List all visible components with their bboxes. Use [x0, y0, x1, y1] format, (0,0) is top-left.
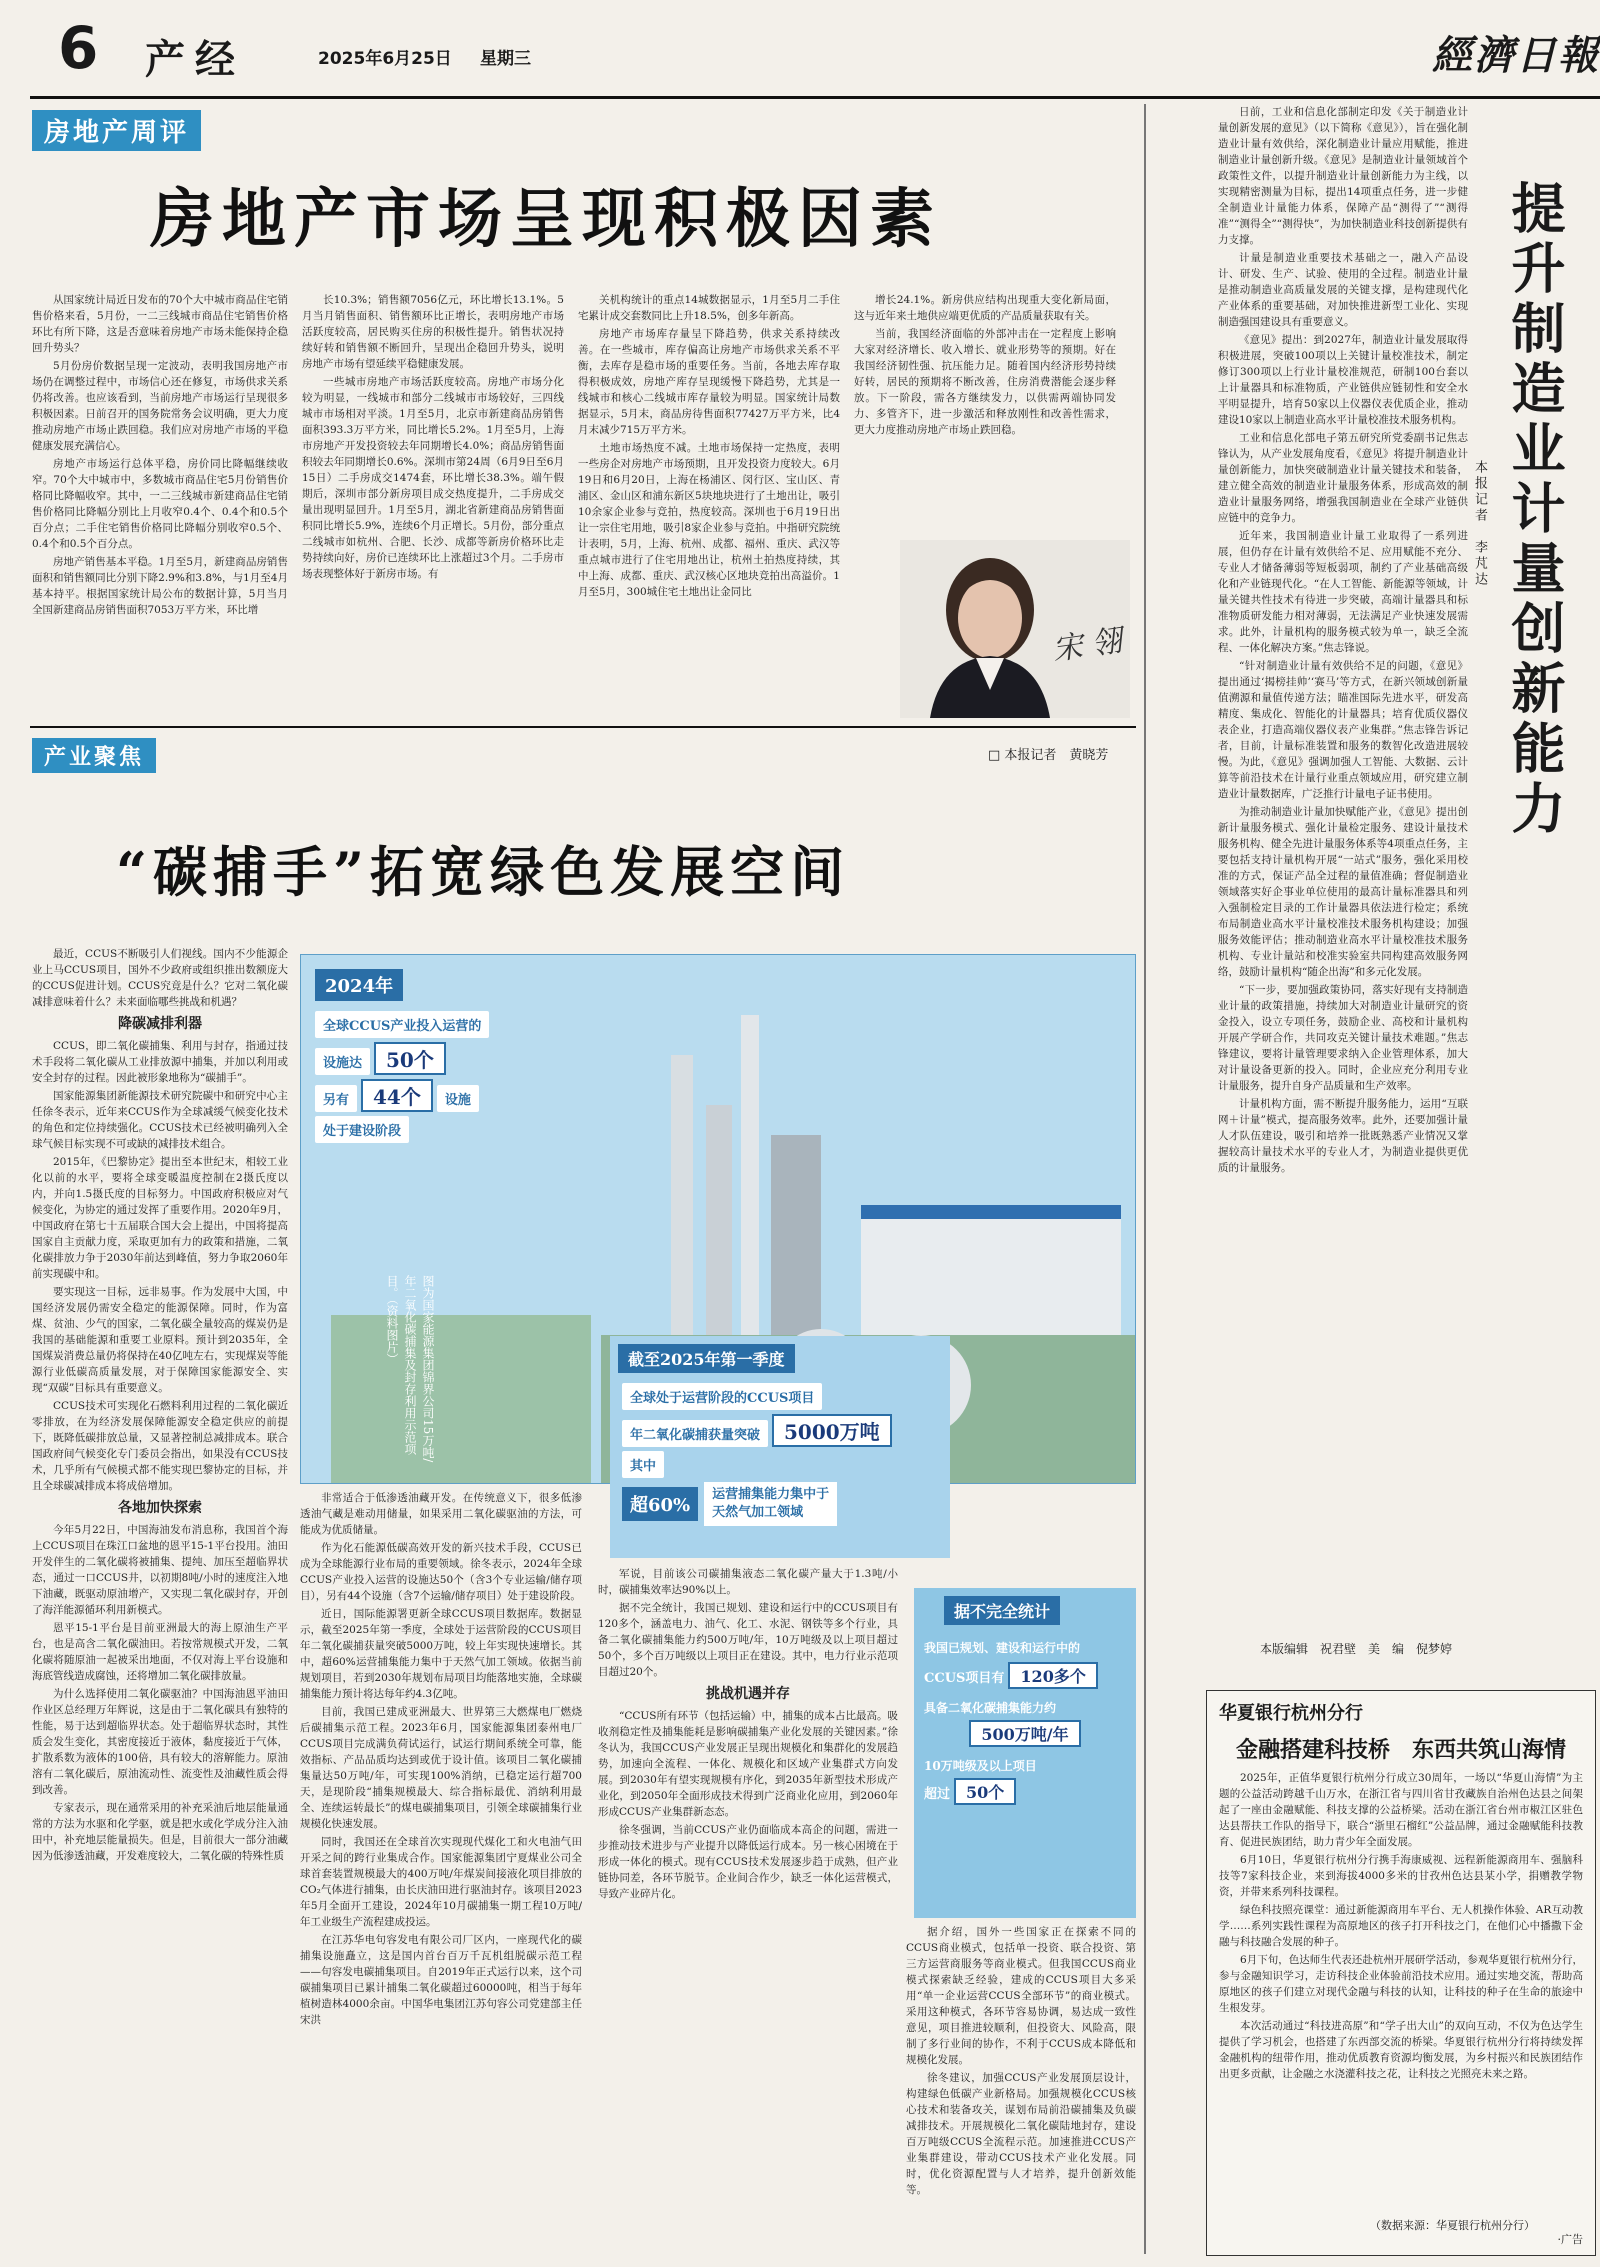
- page-editors: 本版编辑 祝君壁 美 编 倪梦婷: [1260, 1642, 1453, 1656]
- realestate-headline: 房地产市场呈现积极因素: [150, 182, 942, 257]
- stat-value-pct: 超60%: [622, 1487, 698, 1521]
- stat-value-building: 44个: [361, 1079, 433, 1112]
- realestate-col-4: 增长24.1%。新房供应结构出现重大变化新局面，这与近年来土地供应端更优质的产品质量获取有关。 当前，我国经济面临的外部冲击在一定程度上影响大家对经济增长、收入增长、就业形势等的预期。好在我国经济韧性强、抗压能力足。随着国内经济形势持续好转，居民的预期将不断改善，住房消费潜能会逐步释放。下一阶段，需各方继续发力，以供需两端协同发力、多管齐下，进一步激活和释放刚性和改善性需求，更大力度推动房地产市场止跌回稳。: [854, 294, 1116, 436]
- page-number: 6: [58, 14, 99, 82]
- issue-weekday: 星期三: [480, 49, 531, 69]
- photo-caption: 图为国家能源集团锦界公司15万吨/年二氧化碳捕集及封存利用示范项目。（资料图片）: [385, 1275, 435, 1463]
- realestate-col-3: 关机构统计的重点14城数据显示，1月至5月二手住宅累计成交套数同比上升18.5%，创多年新高。 房地产市场库存量呈下降趋势，供求关系持续改善。在一些城市，库存偏高让房地产市场供求关系不平衡，去库存是稳市场的重要任务。当前，各地去库存取得积极成效，房地产库存呈现缓慢下降趋势，尤其是一线城市和核心二线城市库存量较为明显。国家统计局数据显示，5月末，商品房待售面积77427万平方米，比4月末减少715万平方米。 土地市场热度不减。土地市场保持一定热度，表明一些房企对房地产市场预期，且开发投资力度较大。6月19日和6月20日，上海在杨浦区、闵行区、宝山区、青浦区、金山区和浦东新区5块地块进行了土地出让，吸引10余家企业参与竞拍，热度较高。深圳也于6月19日出让一宗住宅用地，吸引8家企业参与竞拍。中指研究院统计表明，5月，上海、杭州、成都、福州、重庆、武汉等重点城市进行了住宅用地出让，杭州土拍热度持续，其中上海、成都、重庆、武汉核心区地块竞拍出高溢价。1月至5月，300城住宅土地出让金同比: [578, 294, 840, 598]
- infographic-year-tag: 2024年: [315, 969, 403, 1001]
- metrology-headline: 提升制造业计量创新能力: [1503, 180, 1566, 840]
- ad-bank: 华夏银行杭州分行: [1219, 1703, 1363, 1724]
- newspaper-logo: 經濟日報: [1432, 32, 1600, 79]
- stat-value-operating: 50个: [374, 1042, 446, 1075]
- ccus-headline: “碳捕手”拓宽绿色发展空间: [116, 840, 851, 904]
- stat-value-capture: 5000万吨: [772, 1414, 892, 1447]
- checkbox-icon: □: [988, 748, 1005, 763]
- section-tag-realestate: 房地产周评: [32, 110, 201, 151]
- stat-value-large: 50个: [954, 1778, 1016, 1805]
- section-title: 产经: [145, 36, 245, 83]
- issue-date: 2025年6月25日: [318, 49, 452, 69]
- infographic-stat-q1: 截至2025年第一季度 全球处于运营阶段的CCUS项目 年二氧化碳捕获量突破 5000万吨 其中 超60% 运营捕集能力集中于 天然气加工领域: [610, 1336, 950, 1558]
- stat-value-projects: 120多个: [1008, 1662, 1097, 1689]
- metrology-byline: 本报记者 李芃达: [1472, 460, 1487, 588]
- ad-box: 华夏银行杭州分行 金融搭建科技桥 东西共筑山海情 2025年，正值华夏银行杭州分行成立30周年，一场以“华夏山海情”为主题的公益活动跨越千山万水，在浙江省与四川省甘孜藏族自治州色达县之间架起了一座由金融赋能、科技支撑的公益桥梁。活动在浙江省台州市椒江区驻色达县帮扶工作队的指导下，联合“浙里石榴红”公益品牌，通过金融赋能科技教育、促进民族团结，助力青少年全面发展。 6月10日，华夏银行杭州分行携手海康威视、远程新能源商用车、强脑科技等7家科技企业，来到海拔4000多米的甘孜州色达县某小学，捐赠教学物资，并带来系列科技课程。 绿色科技照亮课堂：通过新能源商用车平台、无人机操作体验、AR互动教学……系列实践性课程为高原地区的孩子打开科技之门，在他们心中播撒下金融与科技融合发展的种子。 6月下旬，色达师生代表还赴杭州开展研学活动，参观华夏银行杭州分行，参与金融知识学习，走访科技企业体验前沿技术应用。通过实地交流，帮助高原地区的孩子们建立对现代金融与科技的认知，让科技的种子在生命的旅途中生根发芽。 本次活动通过“科技进高原”和“学子出大山”的双向互动，不仅为色达学生提供了学习机会，也搭建了东西部交流的桥梁。华夏银行杭州分行将持续发挥金融机构的纽带作用，推动优质教育资源均衡发展，为乡村振兴和民族团结作出更多贡献，让金融之水浇灌科技之花，让科技之光照亮未来之路。 （数据来源：华夏银行杭州分行） ·广告: [1206, 1690, 1596, 2256]
- infographic-stat-china: 据不完全统计 我国已规划、建设和运行中的 CCUS项目有 120多个 具备二氧化碳捕集能力约 500万吨/年 10万吨级及以上项目 超过 50个: [914, 1588, 1136, 1918]
- section-tag-industry: 产业聚焦: [32, 738, 156, 773]
- ad-title: 金融搭建科技桥 东西共筑山海情: [1235, 1737, 1566, 1763]
- divider: [30, 726, 1136, 728]
- column-divider: [1144, 104, 1146, 2254]
- metrology-col: 日前，工业和信息化部制定印发《关于制造业计量创新发展的意见》（以下简称《意见》），旨在强化制造业计量有效供给，深化制造业计量应用赋能，推进制造业计量创新升级。《意见》是制造业计量领域首个政策性文件，以提升制造业计量创新能力为主线，以实现精密测量为目标，提出14项重点任务，进一步健全制造业计量能力体系，保障产品“测得了”“测得准”“测得全”“测得快”，为加快制造业科技创新提供有力支撑。 计量是制造业重要技术基础之一，融入产品设计、研发、生产、试验、使用的全过程。制造业计量是推动制造业高质量发展的关键支撑，是构建现代化产业体系的重要基础，对加快推进新型工业化、实现制造强国建设具有重要意义。 《意见》提出：到2027年，制造业计量发展取得积极进展，突破100项以上关键计量校准技术，制定修订300项以上行业计量校准规范，研制100台套以上计量器具和标准物质，产业链供应链韧性和安全水平明显提升，培育50家以上仪器仪表优质企业，推动建设10家以上制造业高水平计量校准技术服务机构。 工业和信息化部电子第五研究所党委副书记焦志锋认为，从产业发展角度看，《意见》将提升制造业计量创新能力，加快突破制造业计量关键技术和装备，建立健全高效的制造业计量服务体系，形成高效的制造业计量服务网络，增强我国制造业在全球产业链供应链中的竞争力。 近年来，我国制造业计量工业取得了一系列进展，但仍存在计量有效供给不足、应用赋能不充分、专业人才储备薄弱等短板弱项，制约了产业基础高级化和产业链现代化。“在人工智能、新能源等领域，计量关键共性技术有待进一步突破，高端计量器具和标准物质研发能力相对薄弱，无法满足产业快速发展需求。此外，计量机构的服务模式较为单一，缺乏全流程、一体化解决方案。”焦志锋说。 “针对制造业计量有效供给不足的问题，《意见》提出通过‘揭榜挂帅’‘赛马’等方式，在新兴领域创新量值溯源和量值传递方法；瞄准国际先进水平，研发高精度、集成化、智能化的计量器具；培育优质仪器仪表企业，打造高端仪器仪表产业集群。”焦志锋告诉记者，目前，计量标准装置和服务的数智化改造进展较慢。为此，《意见》强调加强人工智能、大数据、云计算等前沿技术在计量行业重点领域应用，研究建立制造业计量数据库，广泛推行计量电子证书使用。 为推动制造业计量加快赋能产业，《意见》提出创新计量服务模式、强化计量检定服务、建设计量技术服务机构、健全先进计量服务体系等4项重点任务，主要包括支持计量机构开展“一站式”服务，强化采用校准的方式，保证产品全过程的量值准确；督促制造业领域落实好企事业单位使用的最高计量标准器具和列入强制检定目录的工作计量器具依法进行检定；系统布局制造业高水平计量校准技术服务机构建设；加强服务效能评估；推动制造业高水平计量校准技术服务机构、专业计量站和校准实验室共同构建高效服务网络，鼓励计量机构“随企出海”和多元化发展。 “下一步，要加强政策协同，落实好现有支持制造业计量的政策措施，持续加大对制造业计量研究的资金投入，设立专项任务，鼓励企业、高校和计量机构开展产学研合作，共同攻克关键计量技术难题。”焦志锋建议，要将计量管理要求纳入企业管理体系，加大对计量设备更新的投入。同时，企业应充分利用专业计量服务，提升自身产品质量和生产效率。 计量机构方面，需不断提升服务能力，运用“互联网＋计量”模式，提高服务效率。此外，还要加强计量人才队伍建设，吸引和培养一批既熟悉产业情况又掌握较高计量技术水平的专业人才，为制造业提供更优质的计量服务。: [1218, 106, 1468, 1174]
- ccus-subhead-1: 降碳减排利器: [118, 1016, 202, 1032]
- ccus-col-3: 军说，目前该公司碳捕集液态二氧化碳产量大于1.3吨/小时，碳捕集效率达90%以上。 据不完全统计，我国已规划、建设和运行中的CCUS项目有120多个，涵盖电力、油气、化工、水泥、钢铁等多个行业，具备二氧化碳捕集能力约500万吨/年，10万吨级及以上项目超过50个，多个百万吨级以上项目正在建设。其中，电力行业示范项目超过20个。 挑战机遇并存 “CCUS所有环节（包括运输）中，捕集的成本占比最高。吸收剂稳定性及捕集能耗是影响碳捕集产业化发展的关键因素。”徐冬认为，我国CCUS产业发展正呈现出规模化和集群化的发展趋势，加速向全流程、一体化、规模化和区域产业集群式方向发展。到2030年有望实现规模有序化，到2035年新型技术形成产业化，到2050年全面形成技术得到广泛商业化应用，到2060年形成CCUS产业集群新态态。 徐冬强调，当前CCUS产业仍面临成本高企的问题，需进一步推动技术进步与产业提升以降低运行成本。另一核心困境在于形成一体化的模式。现有CCUS技术发展逐步趋于成熟，但产业链协同差，各环节脱节。企业间合作少，缺乏一体化运营模式，导致产业碎片化。: [598, 1568, 898, 1900]
- stat-value-capacity: 500万吨/年: [969, 1720, 1080, 1747]
- realestate-col-1: 从国家统计局近日发布的70个大中城市商品住宅销售价格来看，5月份，一二三线城市商品住宅销售价格环比有所下降，这是否意味着房地产市场未能保持企稳回升势头？ 5月份房价数据呈现一定波动，表明我国房地产市场仍在调整过程中，市场信心还在修复，市场供求关系仍将改善。也应该看到，当前房地产市场运行呈现很多积极因素。日前召开的国务院常务会议明确，更大力度推动房地产市场止跌回稳。我们应对房地产市场的平稳健康发展充满信心。 房地产市场运行总体平稳，房价同比降幅继续收窄。70个大中城市中，多数城市商品住宅5月份销售价格同比降幅收窄。其中，一二三线城市新建商品住宅销售价格同比降幅分别比上月收窄0.4个、0.4个和0.5个百分点；二手住宅销售价格同比降幅分别收窄0.5个、0.4个和0.5个百分点。 房地产销售基本平稳。1月至5月，新建商品房销售面积和销售额同比分别下降2.9%和3.8%，与1月至4月基本持平。根据国家统计局公布的数据计算，5月当月全国新建商品房销售面积7053万平方米，环比增: [32, 294, 288, 616]
- infographic-stat-2024: 全球CCUS产业投入运营的 设施达 50个 另有 44个 设施 处于建设阶段: [315, 1011, 565, 1143]
- ccus-col-2: 非常适合于低渗透油藏开发。在传统意义下，很多低渗透油气藏是难动用储量，如果采用二氧化碳驱油的方法，可能成为优质储量。 作为化石能源低碳高效开发的新兴技术手段，CCUS已成为全球能源行业布局的重要领域。徐冬表示，2024年全球CCUS产业投入运营的设施达50个（含3个专业运输/储存项目），另有44个设施（含7个运输/储存项目）处于建设阶段。 近日，国际能源署更新全球CCUS项目数据库。数据显示，截至2025年第一季度，全球处于运营阶段的CCUS项目年二氧化碳捕获量突破5000万吨，较上年实现快速增长。其中，超60%运营捕集能力集中于天然气加工领域。依据当前规划项目，若到2030年规划布局项目均能落地实施，全球碳捕集能力预计将达每年约4.3亿吨。 目前，我国已建成亚洲最大、世界第三大燃煤电厂燃烧后碳捕集示范工程。2023年6月，国家能源集团泰州电厂CCUS项目完成满负荷试运行，试运行期间系统全可靠，能效指标、产品品质均达到或优于设计值。该项目二氧化碳捕集量达50万吨/年，可实现100%消纳，已稳定运行超700天，是现阶段“捕集规模最大、综合指标最优、消纳利用最全、连续运转最长”的煤电碳捕集项目，引领全球碳捕集行业规模化快速发展。 同时，我国还在全球首次实现现代煤化工和火电油气田开采之间的跨行业集成合作。国家能源集团宁夏煤业公司全球首套装置规模最大的400万吨/年煤炭间接液化项目排放的CO₂气体进行捕集，由长庆油田进行驱油封存。该项目2023年5月全面开工建设，2024年10月碳捕集一期工程10万吨/年工业级生产流程建成投运。 在江苏华电句容发电有限公司厂区内，一座现代化的碳捕集设施矗立，这是国内首台百万千瓦机组脱碳示范工程——句容发电碳捕集项目。自2019年正式运行以来，这个司碳捕集项目已累计捕集二氧化碳超过60000吨，相当于每年植树造林4000余亩。中国华电集团江苏句容公司党建部主任宋洪: [300, 1492, 582, 2026]
- author-signature: 宋 翎: [1050, 623, 1125, 668]
- ccus-col-1: 最近，CCUS不断吸引人们视线。国内不少能源企业上马CCUS项目，国外不少政府或组织推出数额庞大的CCUS促进计划。CCUS究竟是什么？它对二氧化碳减排意味着什么？未来面临哪些挑战和机遇？ 降碳减排利器 CCUS，即二氧化碳捕集、利用与封存，指通过技术手段将二氧化碳从工业排放源中捕集，并加以利用或安全封存的过程。因此被形象地称为“碳捕手”。 国家能源集团新能源技术研究院碳中和研究中心主任徐冬表示，近年来CCUS作为全球减缓气候变化技术的角色和定位持续强化。CCUS技术已经被明确列入全球气候目标实现不可或缺的减排技术组合。 2015年，《巴黎协定》提出至本世纪末，相较工业化以前的水平，要将全球变暖温度控制在2摄氏度以内，并向1.5摄氏度的目标努力。中国政府积极应对气候变化，为协定的通过发挥了重要作用。2020年9月，中国政府在第七十五届联合国大会上提出，中国将提高国家自主贡献力度，采取更加有力的政策和措施，二氧化碳排放力争于2030年前达到峰值，努力争取2060年前实现碳中和。 要实现这一目标，远非易事。作为发展中大国，中国经济发展仍需安全稳定的能源保障。同时，作为富煤、贫油、少气的国家，二氧化碳全量较高的煤炭仍是我国的基础能源和重要工业原料。预计到2035年，全国煤炭消费总量仍将保持在40亿吨左右，实现煤炭等能源行业低碳高质量发展，对于保障国家能源安全、实现“双碳”目标具有重要意义。 CCUS技术可实现化石燃料利用过程的二氧化碳近零排放，在为经济发展保障能源安全稳定供应的前提下，既降低碳排放总量，又显著控制总减排成本。联合国政府间气候变化专门委员会指出，如果没有CCUS技术，几乎所有气候模式都不能实现巴黎协定的目标，并且全球碳减排成本将成倍增加。 各地加快探索 今年5月22日，中国海油发布消息称，我国首个海上CCUS项目在珠江口盆地的恩平15-1平台投用。油田开发伴生的二氧化碳将被捕集、提纯、加压至超临界状态，通过一口CCUS井，以初期8吨/小时的速度注入地下油藏，既驱动原油增产，又实现二氧化碳封存，开创了海洋能源循环利用新模式。 恩平15-1平台是目前亚洲最大的海上原油生产平台，也是高含二氧化碳油田。若按常规模式开发，二氧化碳将随原油一起被采出地面，不仅对海上平台设施和海底管线造成腐蚀，还将增加二氧化碳排放量。 为什么选择使用二氧化碳驱油？中国海油恩平油田作业区总经理万年辉说，这是由于二氧化碳具有独特的性能，易于达到超临界状态。处于超临界状态时，其性质会发生变化，其密度接近于液体，黏度接近于气体，扩散系数为液体的100倍，具有较大的溶解能力。原油溶有二氧化碳后，原油流动性、流变性及油藏性质会得到改善。 专家表示，现在通常采用的补充采油后地层能量通常的方法为水驱和化学驱，就是把水或化学成分注入油田中，补充地层能量损失。但是，目前很大一部分油藏因为低渗透油藏，开发难度较大，二氧化碳的特殊性质: [32, 948, 288, 1862]
- ccus-byline: □ 本报记者 黄晓芳: [988, 748, 1109, 763]
- ad-source: （数据来源：华夏银行杭州分行）: [1370, 2219, 1535, 2232]
- masthead-rule: [30, 96, 1600, 99]
- ccus-col-4: 据介绍，国外一些国家正在探索不同的CCUS商业模式，包括单一投资、联合投资、第三方运营商服务等商业模式。但我国CCUS商业模式探索缺乏经验，建成的CCUS项目大多采用“单一企业运营CCUS全部环节”的商业模式。采用这种模式，各环节容易协调，易达成一致性意见，项目推进较顺利，但投资大、风险高，限制了多行业间的协作，不利于CCUS成本降低和规模化发展。 徐冬建议，加强CCUS产业发展顶层设计，构建绿色低碳产业新格局。加强规模化CCUS核心技术和装备攻关，谋划布局前沿碳捕集及负碳减排技术。开展规模化二氧化碳陆地封存，建设百万吨级CCUS全流程示范。加速推进CCUS产业集群建设，带动CCUS技术产业化发展。同时，优化资源配置与人才培养，提升创新效能等。: [906, 1926, 1136, 2196]
- ad-mark: ·广告: [1557, 2233, 1583, 2246]
- realestate-col-2: 长10.3%；销售额7056亿元，环比增长13.1%。5月当月销售面积、销售额环比正增长，表明房地产市场活跃度较高，居民购买住房的积极性提升。销售状况持续好转和销售额不断回升，呈现出企稳回升势头，说明房地产市场有望延续平稳健康发展。 一些城市房地产市场活跃度较高。房地产市场分化较为明显，一线城市和部分二线城市市场较好，三四线城市市场相对平淡。1月至5月，北京市新建商品房销售面积393.3万平方米，同比增长5.2%。1月至5月，上海市房地产开发投资较去年同期增长4.0%；商品房销售面积较去年同期增长0.6%。深圳市第24周（6月9日至6月15日）二手房成交1474套，环比增长38.3%。端午假期后，深圳市部分新房项目成交热度提升，二手房成交量出现明显回升。1月至5月，湖北省新建商品房销售面积同比增长5.9%，连续6个月正增长。5月份，部分重点二线城市如杭州、合肥、长沙、成都等新房价格环比走势持续向好，房价已连续环比上涨超过3个月。二手房市场表现整体好于新房市场。有: [302, 294, 564, 580]
- ccus-subhead-3: 挑战机遇并存: [706, 1686, 790, 1702]
- ccus-subhead-2: 各地加快探索: [118, 1500, 202, 1516]
